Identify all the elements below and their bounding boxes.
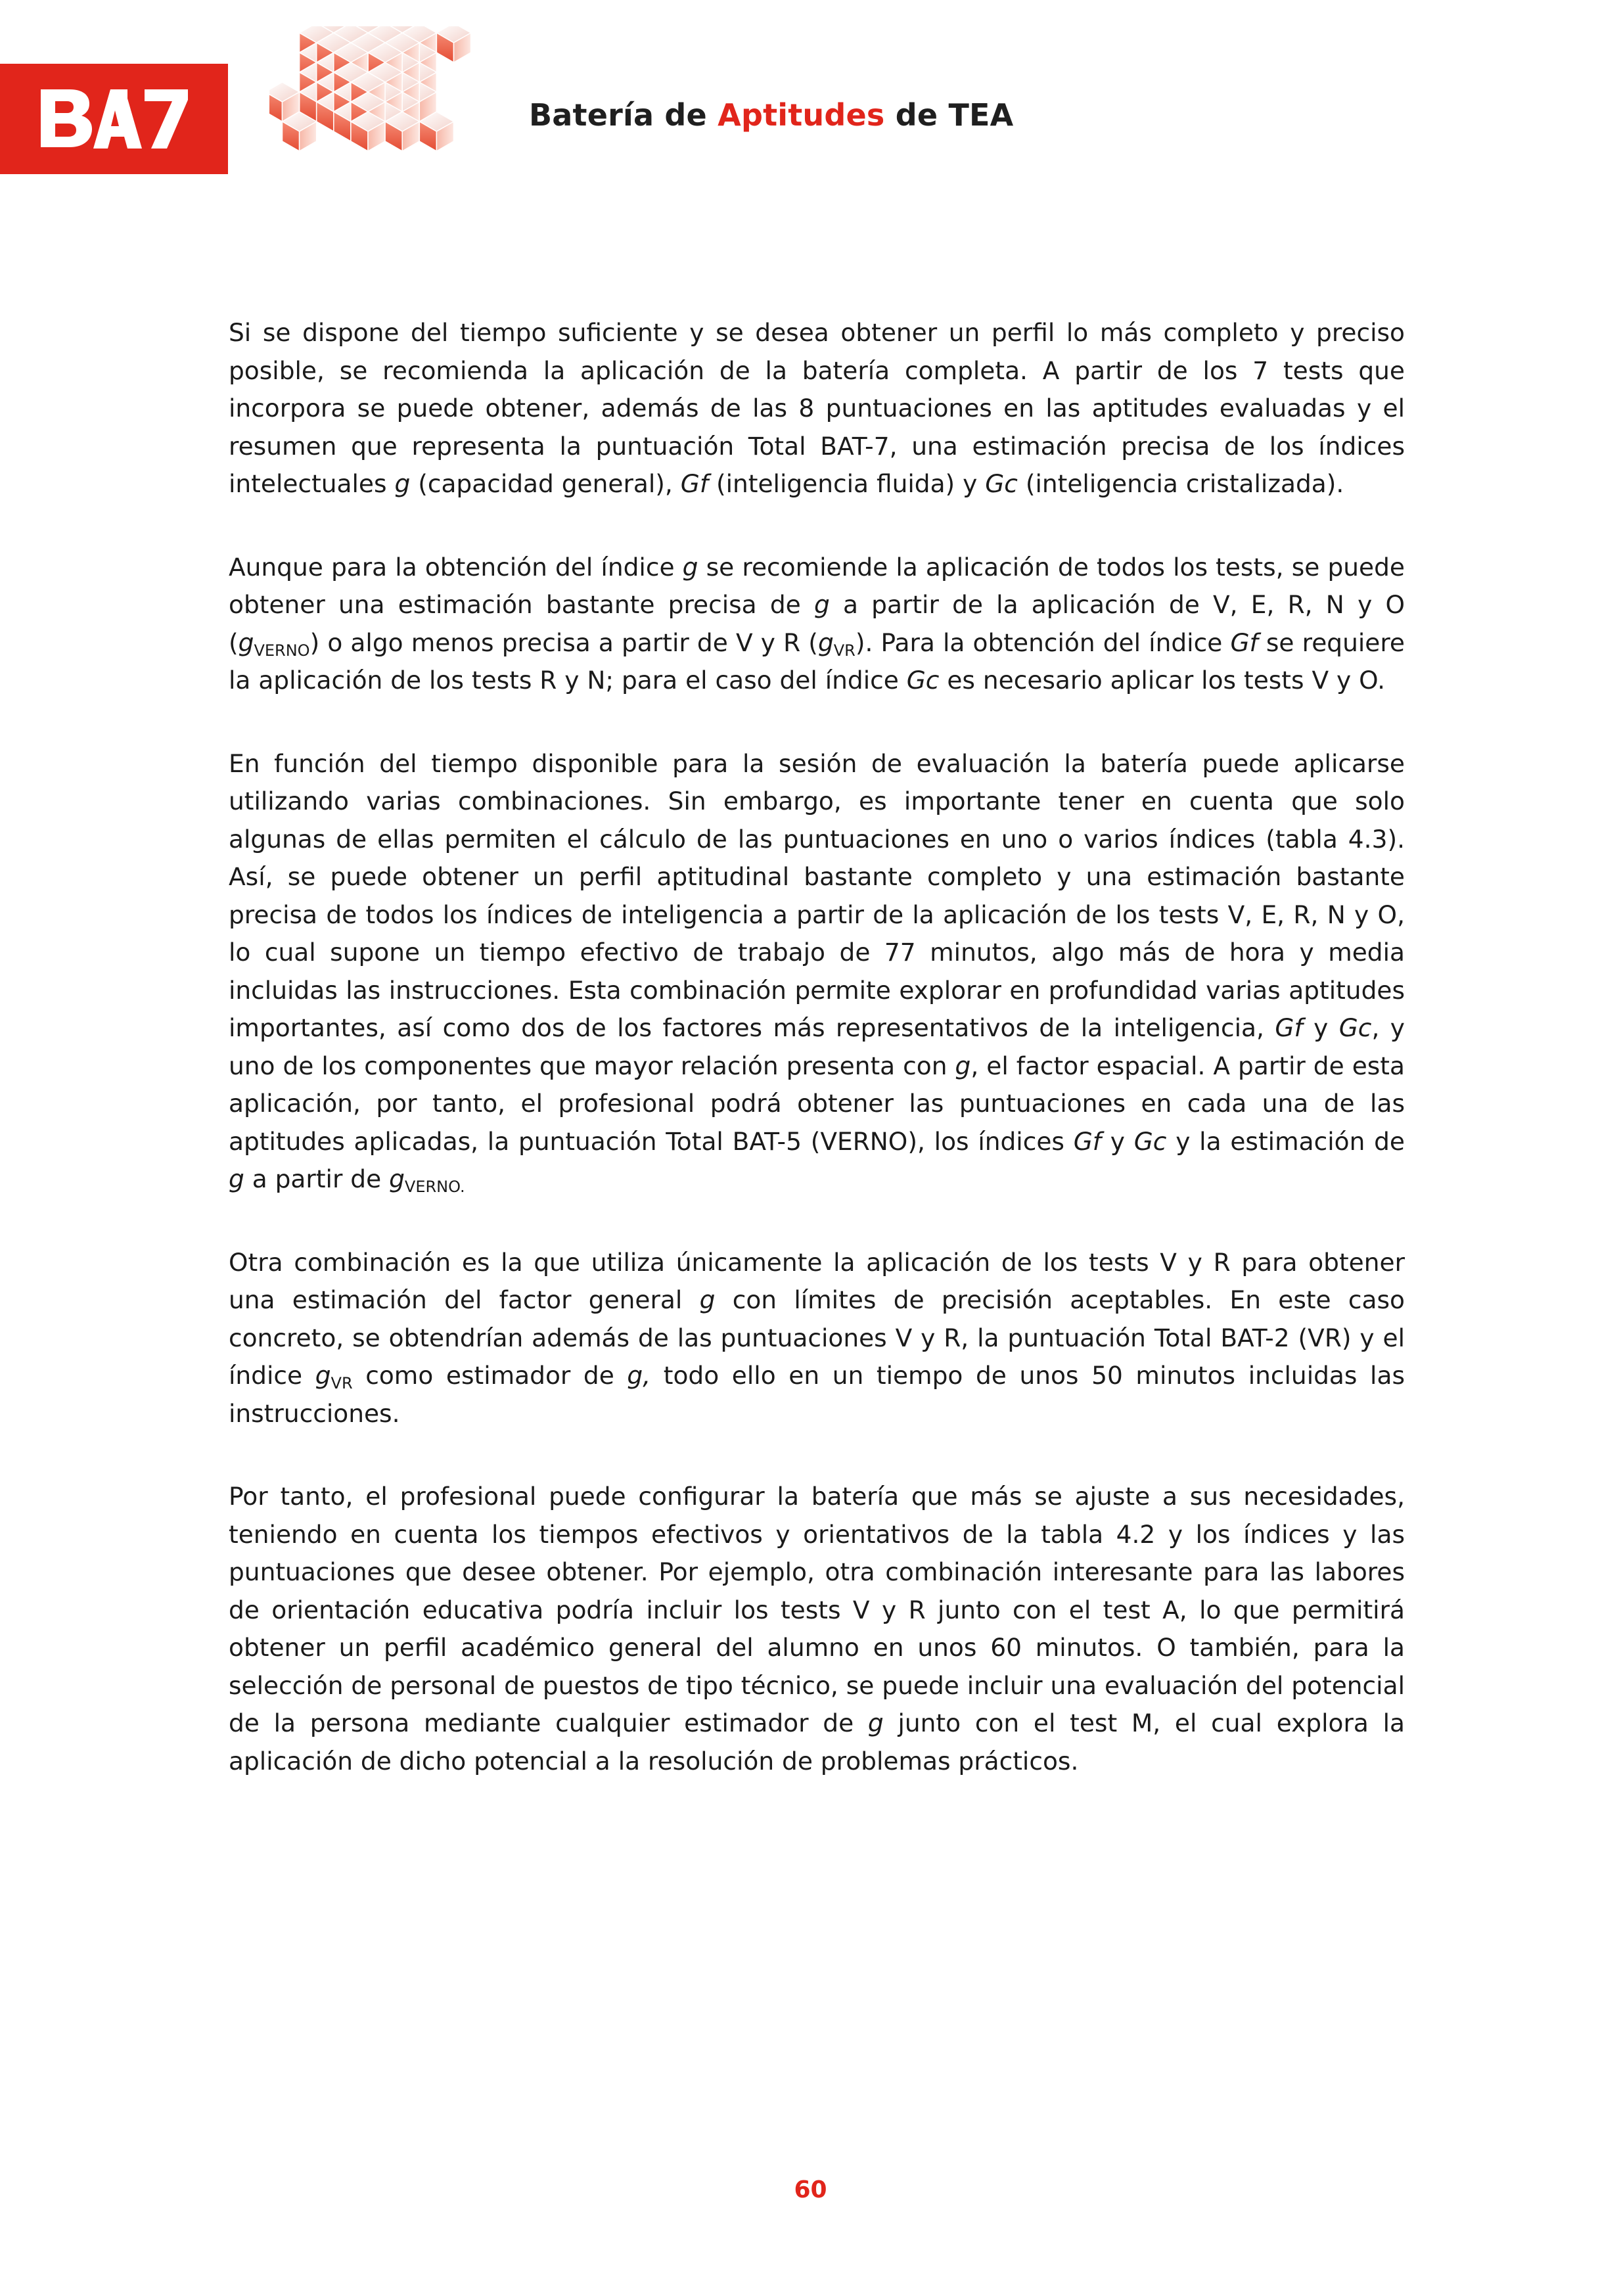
- text-run: a partir de la aplicación de V, E, R, N y O (: [229, 590, 1405, 657]
- italic-symbol: Gf: [1275, 1013, 1303, 1042]
- italic-symbol: g: [813, 590, 830, 619]
- text-run: Otra combinación es la que utiliza únicamente la aplicación de los tests V y R para obtener una estimación del factor general: [229, 1247, 1405, 1314]
- paragraph-5: [229, 1478, 1405, 1780]
- document-header-title: [529, 97, 1013, 133]
- cubes-illustration: [269, 26, 486, 223]
- italic-symbol: Gc: [985, 469, 1018, 498]
- paragraph-2: [229, 549, 1405, 700]
- italic-symbol: g: [389, 1164, 405, 1193]
- title-suffix: de TEA: [884, 97, 1014, 133]
- text-run: junto con el test M, el cual explora la aplicación de dicho potencial a la resolución de problemas prácticos.: [229, 1709, 1405, 1776]
- text-run: y: [1101, 1126, 1134, 1156]
- text-run: Por tanto, el profesional puede configurar la batería que más se ajuste a sus necesidades, teniendo en cuenta los tiempos efectivos y orientativos de la tabla 4.2 y los índices y las puntuaciones que desee obtener. Por ejemplo, otra combinación interesante para las labores de orientación educativa podría incluir los tests V y R junto con el test A, lo que permitirá obtener un perfil académico general del alumno en unos 60 minutos. O también, para la selección de personal de puestos de tipo técnico, se puede incluir una evaluación del potencial de la persona mediante cualquier estimador de: [229, 1482, 1405, 1737]
- text-run: es necesario aplicar los tests V y O.: [939, 666, 1386, 695]
- italic-symbol: Gf: [1073, 1126, 1101, 1156]
- subscript: VERNO: [254, 641, 310, 660]
- text-run: se recomiende la aplicación de todos los tests, se puede obtener una estimación bastante precisa de: [229, 552, 1405, 619]
- italic-symbol: g: [867, 1709, 884, 1737]
- paragraph-3: [229, 745, 1405, 1199]
- italic-symbol: g: [817, 628, 834, 657]
- subscript: VR: [331, 1374, 353, 1392]
- italic-symbol: g: [238, 628, 254, 657]
- subscript: VR: [833, 641, 856, 660]
- text-run: se requiere la aplicación de los tests R y N; para el caso del índice: [229, 628, 1405, 695]
- paragraph-4: [229, 1244, 1405, 1433]
- subscript: VERNO.: [404, 1178, 465, 1196]
- text-run: (inteligencia cristalizada).: [1017, 469, 1344, 498]
- italic-symbol: g: [955, 1051, 971, 1080]
- text-run: y: [1302, 1013, 1339, 1042]
- text-run: , y uno de los componentes que mayor relación presenta con: [229, 1013, 1405, 1080]
- paragraph-1: [229, 314, 1405, 503]
- italic-symbol: g: [229, 1164, 244, 1193]
- body-text: [229, 314, 1405, 1825]
- text-run: con límites de precisión aceptables. En este caso concreto, se obtendrían además de las puntuaciones V y R, la puntuación Total BAT-2 (VR) y el índice: [229, 1285, 1405, 1390]
- text-run: En función del tiempo disponible para la sesión de evaluación la batería puede aplicarse utilizando varias combinaciones. Sin embargo, es importante tener en cuenta que solo algunas de ellas permiten el cálculo de las puntuaciones en uno o varios índices (tabla 4.3). Así, se puede obtener un perfil aptitudinal bastante completo y una estimación bastante precisa de todos los índices de inteligencia a partir de la aplicación de los tests V, E, R, N y O, lo cual supone un tiempo efectivo de trabajo de 77 minutos, algo más de hora y media incluidas las instrucciones. Esta combinación permite explorar en profundidad varias aptitudes importantes, así como dos de los factores más representativos de la inteligencia,: [229, 748, 1405, 1042]
- italic-symbol: g: [394, 469, 411, 498]
- text-run: ) o algo menos precisa a partir de V y R (: [309, 628, 818, 657]
- bat7-logo: [0, 64, 228, 174]
- italic-symbol: g: [699, 1285, 716, 1314]
- italic-symbol: Gc: [1133, 1126, 1167, 1156]
- italic-symbol: Gf: [680, 469, 709, 498]
- title-prefix: Batería de: [529, 97, 718, 133]
- italic-symbol: Gc: [906, 666, 940, 695]
- page-number: 60: [794, 2176, 827, 2203]
- text-run: ). Para la obtención del índice: [855, 628, 1231, 657]
- text-run: Aunque para la obtención del índice: [229, 552, 683, 582]
- italic-symbol: g: [315, 1361, 331, 1390]
- text-run: Si se dispone del tiempo suficiente y se desea obtener un perfil lo más completo y preciso posible, se recomienda la aplicación de la batería completa. A partir de los 7 tests que incorpora se puede obtener, además de las 8 puntuaciones en las aptitudes evaluadas y el resumen que representa la puntuación Total BAT-7, una estimación precisa de los índices intelectuales: [229, 318, 1405, 498]
- text-run: como estimador de: [352, 1361, 628, 1390]
- text-run: , el factor espacial. A partir de esta aplicación, por tanto, el profesional podrá obtener las puntuaciones en cada una de las aptitudes aplicadas, la puntuación Total BAT-5 (VERNO), los índices: [229, 1051, 1405, 1156]
- text-run: a partir de: [244, 1164, 390, 1193]
- text-run: (capacidad general),: [410, 469, 681, 498]
- text-run: (inteligencia fluida) y: [708, 469, 986, 498]
- italic-symbol: Gf: [1230, 628, 1258, 657]
- title-accent: Aptitudes: [718, 97, 885, 133]
- italic-symbol: g: [682, 552, 698, 582]
- text-run: todo ello en un tiempo de unos 50 minutos incluidas las instrucciones.: [229, 1361, 1405, 1428]
- italic-symbol: g,: [627, 1361, 651, 1390]
- italic-symbol: Gc: [1338, 1013, 1372, 1042]
- bat7-logo-mark: [35, 83, 193, 155]
- text-run: y la estimación de: [1166, 1126, 1405, 1156]
